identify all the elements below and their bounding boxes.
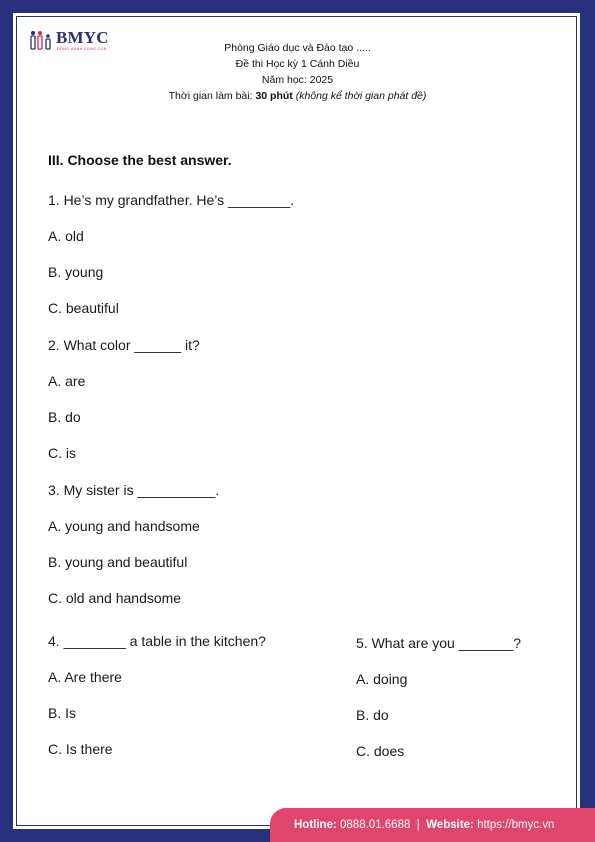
question-3-option-b: B. young and beautiful: [48, 554, 188, 570]
question-4-option-a: A. Are there: [48, 669, 122, 685]
time-note: (không kể thời gian phát đề): [292, 90, 427, 102]
question-1-option-c: C. beautiful: [48, 300, 119, 316]
question-4-option-c: C. Is there: [48, 741, 113, 757]
question-5-option-a: A. doing: [356, 671, 408, 687]
website-label: Website:: [426, 819, 474, 831]
logo-tagline: ĐỒNG HÀNH CÙNG CON: [57, 47, 107, 51]
question-4: 4. ________ a table in the kitchen?: [48, 633, 266, 649]
footer-separator: |: [416, 819, 420, 831]
header-line-time: [0, 88, 595, 104]
question-1: 1. He’s my grandfather. He’s ________.: [48, 192, 295, 208]
page-border-line: [16, 16, 577, 826]
hotline-value[interactable]: 0888.01.6688: [340, 819, 411, 831]
question-2-option-a: A. are: [48, 373, 86, 389]
website-link[interactable]: https://bmyc.vn: [477, 819, 555, 831]
question-3-option-a: A. young and handsome: [48, 518, 200, 534]
question-2-option-c: C. is: [48, 445, 76, 461]
question-1-option-b: B. young: [48, 264, 104, 280]
section-title: III. Choose the best answer.: [48, 152, 232, 168]
question-3: 3. My sister is __________.: [48, 482, 220, 498]
footer-contact-bar: [270, 808, 595, 842]
exam-header: [0, 40, 595, 104]
question-5-option-c: C. does: [356, 743, 405, 759]
question-4-option-b: B. Is: [48, 705, 77, 721]
question-3-option-c: C. old and handsome: [48, 590, 182, 606]
question-1-option-a: A. old: [48, 228, 84, 244]
time-prefix: Thời gian làm bài:: [168, 90, 256, 102]
question-2: 2. What color ______ it?: [48, 337, 200, 353]
logo-name: BMYC: [56, 28, 109, 47]
question-5: 5. What are you _______?: [356, 635, 522, 651]
time-value: 30 phút: [255, 90, 293, 102]
header-line-exam: Đề thi Học kỳ 1 Cánh Diều: [235, 58, 360, 70]
question-5-option-b: B. do: [356, 707, 389, 723]
header-line-department: Phòng Giáo dục và Đào tạo .....: [224, 42, 371, 54]
question-2-option-b: B. do: [48, 409, 81, 425]
header-line-year: Năm học: 2025: [261, 74, 334, 86]
hotline-label: Hotline:: [294, 819, 337, 831]
